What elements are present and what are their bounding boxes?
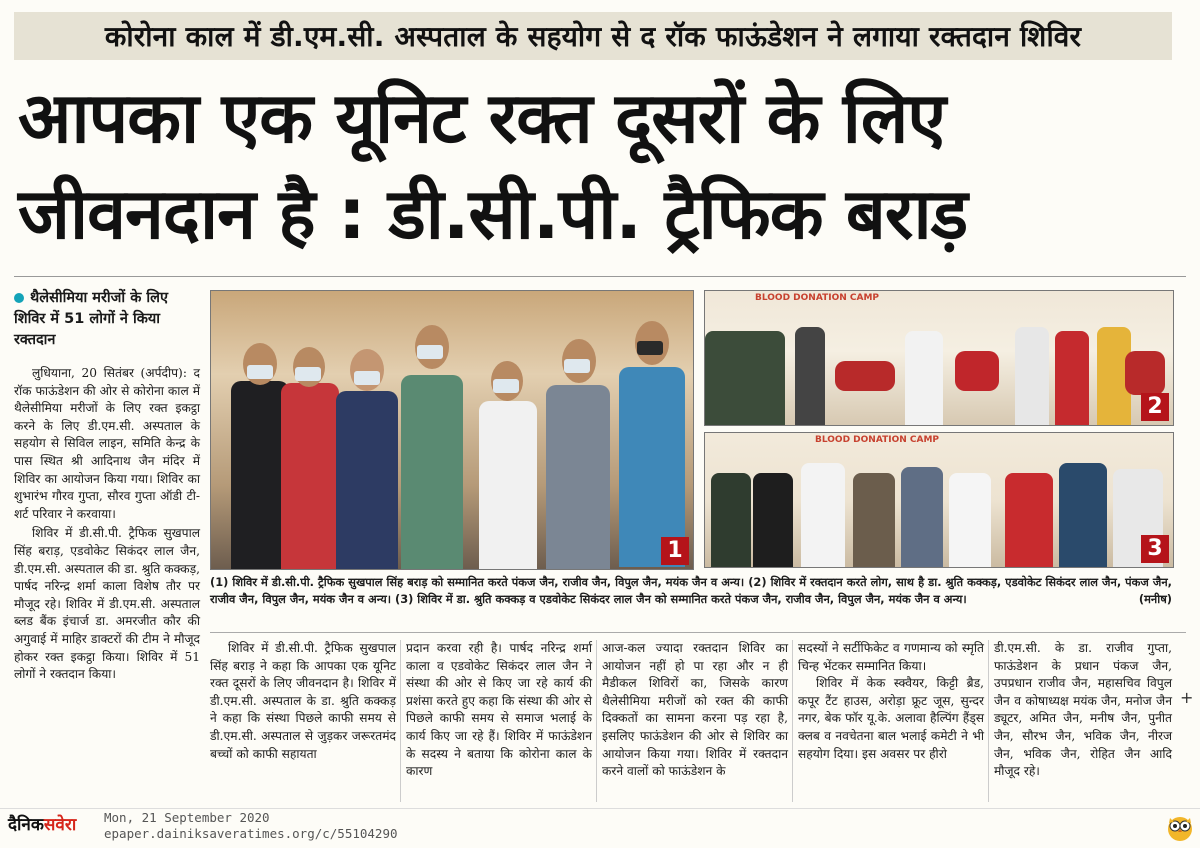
logo-word-2: सवेरा <box>43 815 77 835</box>
photo-credit: (मनीष) <box>1138 592 1172 606</box>
article-column-2 <box>210 640 396 763</box>
caption-text: (1) शिविर में डी.सी.पी. ट्रैफिक सुखपाल सिंह बराड़ को सम्मानित करते पंकज जैन, राजीव जैन, विपुल जैन, मयंक जैन व अन्य। (2) शिविर में रक्तदान करते लोग, साथ है डा. श्रुति कक्कड़, एडवोकेट सिकंदर लाल जैन, पंकज जैन, राजीव जैन, विपुल जैन, मयंक जैन व अन्य। (3) शिविर में डा. श्रुति कक्कड़ व एडवोकेट सिकंदर लाल जैन को सम्मानित करते पंकज जैन, राजीव जैन, विपुल जैन, मयंक जैन व अन्य। <box>210 575 1172 606</box>
paragraph: शिविर में डी.सी.पी. ट्रैफिक सुखपाल सिंह बराड़, एडवोकेट सिकंदर लाल जैन, डी.एम.सी. अस्पताल की डा. श्रुति कक्कड़, पार्षद नरिन्द्र शर्मा काला विशेष तौर पर मौजूद रहे। शिविर में डी.एम.सी. अस्पताल ब्लड बैंक इंचार्ज डा. अमरजीत कौर की अगुवाई में माहिर डाक्टरों की टीम ने मौजूद होकर रक्त इकट्ठा किया। शिविर में 51 लोगों ने रक्तदान किया। <box>14 526 200 682</box>
banner-text: BLOOD DONATION CAMP <box>755 293 880 303</box>
paragraph: शिविर में केक स्क्वैयर, किट्टी ब्रैड, कपूर टैंट हाउस, अरोड़ा फ्रूट जूस, सुन्दर नगर, बेक फॉर यू.के. अलावा हैल्पिंग हैंड्स क्लब व नवचेतना बाल भलाई कमेटी ने भी सहयोग दिया। इस अवसर पर हीरो <box>798 676 984 761</box>
paragraph: आज-कल ज्यादा रक्तदान शिविर का आयोजन नहीं हो पा रहा और न ही मैडीकल शिविरों का, जिसके कारण थैलेसीमिया मरीजों को रक्त की काफी दिक्कतों का सामना करना पड़ रहा है, इसलिए फाऊंडेशन की ओर से शिविर का आयोजन किया गया। शिविर में रक्तदान करने वालों को फाऊंडेशन के <box>602 641 788 779</box>
photo-caption <box>210 574 1172 608</box>
person-figure <box>1055 331 1089 425</box>
kicker-text: कोरोना काल में डी.एम.सी. अस्पताल के सहयोग से द रॉक फाऊंडेशन ने लगाया रक्तदान शिविर <box>104 20 1082 53</box>
person-figure <box>949 473 991 567</box>
person-figure <box>753 473 793 567</box>
plus-icon[interactable]: + <box>1180 688 1194 707</box>
photo-number-badge: 1 <box>661 537 689 565</box>
divider <box>14 276 1186 277</box>
photo-number-badge: 3 <box>1141 535 1169 563</box>
photo-1 <box>210 290 694 570</box>
divider <box>210 632 1186 633</box>
article-column-5 <box>798 640 984 763</box>
paragraph: शिविर में डी.सी.पी. ट्रैफिक सुखपाल सिंह बराड़ ने कहा कि आपका एक यूनिट रक्त दूसरों के लिए जीवनदान है। शिविर में डी.एम.सी. अस्पताल के डा. श्रुति कक्कड़ ने कहा कि संस्था पिछले काफी समय से डी.एम.सी. अस्पताल से जुड़कर जरूरतमंद बच्चों को काफी सहायता <box>210 641 396 761</box>
person-figure <box>705 331 785 425</box>
subhead <box>14 288 202 351</box>
article-column-3 <box>406 640 592 781</box>
person-figure <box>795 327 825 425</box>
kicker-banner <box>14 12 1172 60</box>
person-figure <box>1005 473 1053 567</box>
paragraph: सदस्यों ने सर्टीफिकेट व गणमान्य को स्मृति चिन्ह भेंटकर सम्मानित किया। <box>798 641 984 673</box>
photo-3 <box>704 432 1174 568</box>
person-figure <box>1015 327 1049 425</box>
banner-text: BLOOD DONATION CAMP <box>815 435 940 445</box>
epaper-url[interactable]: epaper.dainiksaveratimes.org/c/55104290 <box>104 826 398 841</box>
article-column-4 <box>602 640 788 781</box>
edition-date: Mon, 21 September 2020 <box>104 810 270 825</box>
person-figure <box>1059 463 1107 567</box>
headline <box>18 70 1188 262</box>
newspaper-logo <box>8 812 100 842</box>
logo-word-1: दैनिक <box>8 815 44 835</box>
column-divider <box>988 640 989 802</box>
person-figure <box>801 463 845 567</box>
donor-chair <box>955 351 999 391</box>
paragraph: लुधियाना, 20 सितंबर (अर्पदीप): द रॉक फाऊंडेशन की ओर से कोरोना काल में थैलेसीमिया मरीजों के लिए रक्त इकट्ठा करने के लिए डी.एम.सी. अस्पताल के सहयोग से सिविल लाइन, समिति केन्द्र के पास स्थित श्री आदिनाथ जैन मंदिर में शिविर का आयोजन किया गया। शिविर का शुभारंभ गौरव गुप्ता, सौरव गुप्ता ऑडी टी-शर्ट परिवार ने करवाया। <box>14 366 200 521</box>
paragraph: डी.एम.सी. के डा. राजीव गुप्ता, फाऊंडेशन के प्रधान पंकज जैन, उपप्रधान राजीव जैन, महासचिव विपुल जैन व कोषाध्यक्ष मयंक जैन, मनोज जैन ड्यूटर, अमित जैन, मनीष जैन, पुनीत जैन, सौरभ जैन, भविक जैन, नीरज जैन, भविक जैन, रोहित जैन आदि मौजूद रहे। <box>994 641 1172 779</box>
person-figure <box>853 473 895 567</box>
donor-chair <box>1125 351 1165 395</box>
person-figure <box>901 467 943 567</box>
bullet-dot-icon <box>14 293 24 303</box>
donor-chair <box>835 361 895 391</box>
person-figure <box>711 473 751 567</box>
headline-line-2: जीवनदान है : डी.सी.पी. ट्रैफिक बराड़ <box>18 173 968 255</box>
photo-2 <box>704 290 1174 426</box>
column-divider <box>596 640 597 802</box>
person-figure <box>905 331 943 425</box>
headline-line-1: आपका एक यूनिट रक्त दूसरों के लिए <box>18 77 946 159</box>
paragraph: प्रदान करवा रही है। पार्षद नरिन्द्र शर्मा काला व एडवोकेट सिकंदर लाल जैन ने संस्था की ओर से किए जा रहे कार्य की प्रशंसा करते हुए कहा कि संस्था की ओर से पिछले काफी समय से समाज भलाई के कार्य किए जा रहे हैं। शिविर में फाऊंडेशन के सदस्य ने बताया कि कोरोना काल के कारण <box>406 641 592 779</box>
photo-number-badge: 2 <box>1141 393 1169 421</box>
article-column-6 <box>994 640 1172 781</box>
footer-meta <box>104 810 398 842</box>
column-divider <box>400 640 401 802</box>
article-column-1 <box>14 365 200 684</box>
subhead-text: थैलेसीमिया मरीजों के लिए शिविर में 51 लोगों ने किया रक्तदान <box>14 290 169 348</box>
column-divider <box>792 640 793 802</box>
owl-mascot-icon <box>1166 812 1194 842</box>
